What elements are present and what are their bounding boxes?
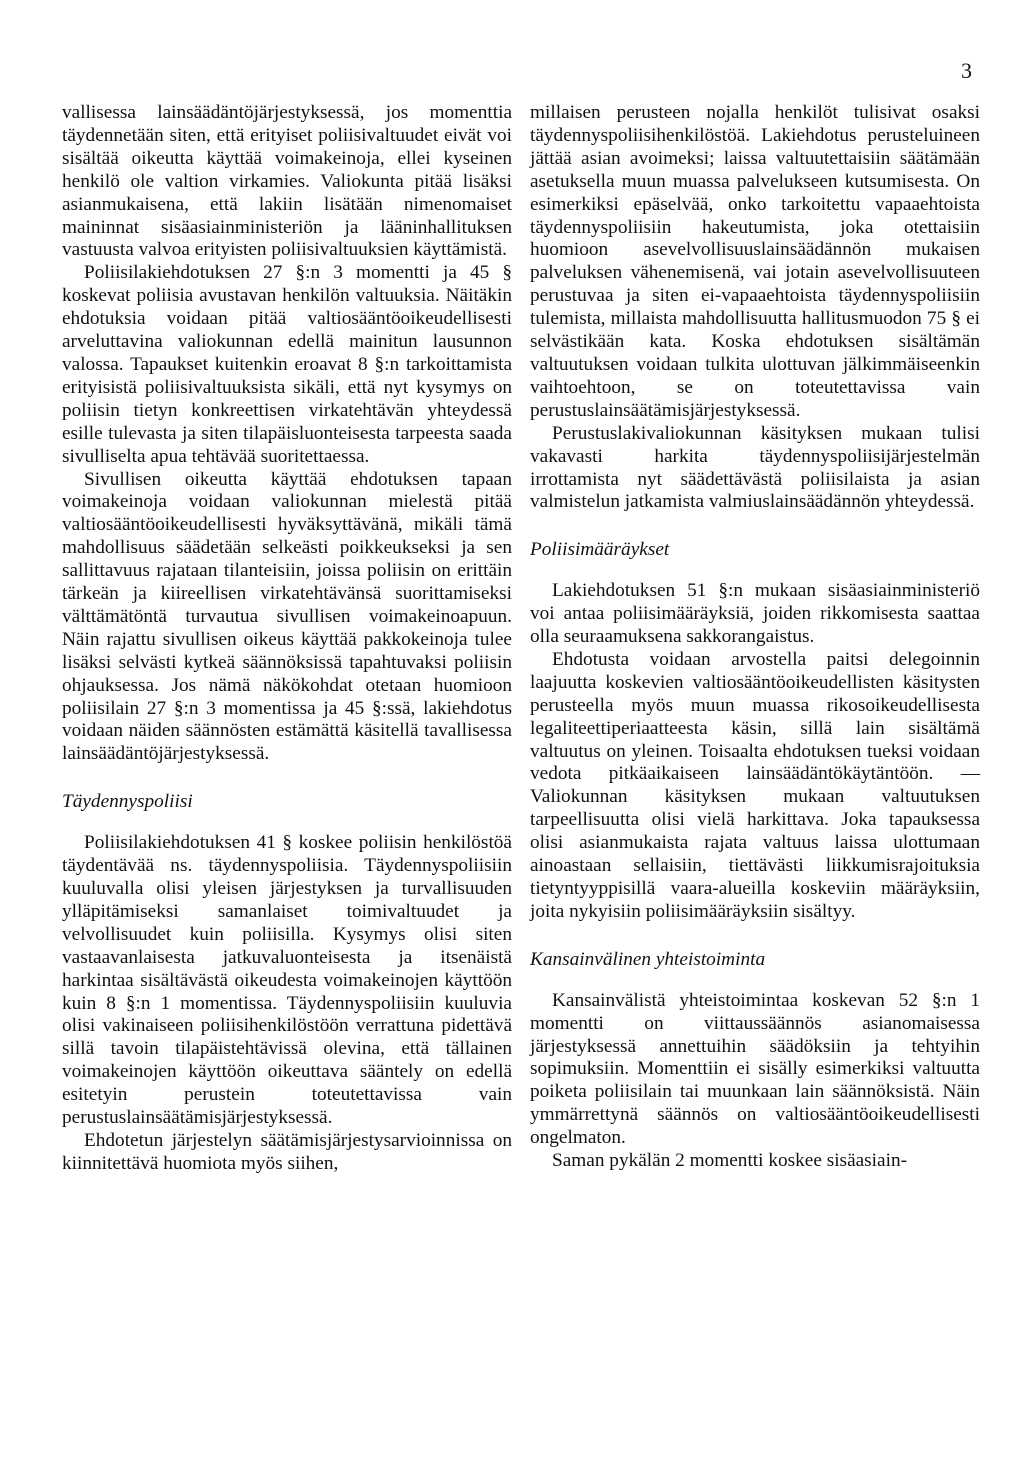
paragraph: Poliisilakiehdotuksen 41 § koskee poliisin henkilöstöä täydentävää ns. täydennyspoliisia. Täydennyspoliisiin kuuluvalla olisi yleisen järjestyksen ja turvallisuuden ylläpitämiseksi samanlaiset toimivaltuudet ja velvollisuudet kuin poliisilla. Kysymys olisi siten vastaavanlaisesta jatkuvaluonteisesta ja itsenäistä harkintaa sisältävästä oikeudesta voimakeinojen käyttöön kuin 8 §:n 1 momentissa. Täydennyspoliisiin kuuluvia olisi vakinaiseen poliisihenkilöstöön verrattuna pidettävä sillä tavoin tilapäistehtävissä olevina, että tällainen voimakeinojen käyttöön oikeuttava sääntely on edellä esitetyin perustein toteutettavissa vain perustuslainsäätämisjärjestyksessä.: [62, 832, 512, 1129]
paragraph: Ehdotetun järjestelyn säätämisjärjestysarvioinnissa on kiinnitettävä huomiota myös siihen,: [62, 1129, 512, 1174]
section-heading: Poliisimääräykset: [530, 539, 670, 561]
paragraph: Perustuslakivaliokunnan käsityksen mukaan tulisi vakavasti harkita täydennyspoliisijärjestelmän irrottamista nyt säädettävästä poliisilaista ja asian valmistelun jatkamista valmiuslainsäädännön yhteydessä.: [530, 422, 980, 513]
right-column: [530, 102, 980, 1173]
section-heading: Täydennyspoliisi: [62, 791, 193, 813]
paragraph: vallisessa lainsäädäntöjärjestyksessä, jos momenttia täydennetään siten, että erityiset poliisivaltuudet eivät voi sisältää oikeutta käyttää voimakeinoja, ellei kyseinen henkilö ole valtion virkamies. Valiokunta pitää lisäksi asianmukaisena, että lakiin lisätään nimenomaiset maininnat sisäasiainministeriön ja lääninhallituksen vastuusta valvoa erityisten poliisivaltuuksien käyttämistä.: [62, 102, 512, 261]
page-number: 3: [961, 58, 972, 83]
section-heading: Kansainvälinen yhteistoiminta: [530, 948, 766, 970]
paragraph: Poliisilakiehdotuksen 27 §:n 3 momentti ja 45 § koskevat poliisia avustavan henkilön valtuuksia. Näitäkin ehdotuksia voidaan pitää valtiosääntöoikeudellisesti arveluttavina valiokunnan edellä mainitun lausunnon valossa. Tapaukset kuitenkin eroavat 8 §:n tarkoittamista erityisistä poliisivaltuuksista sikäli, että nyt kysymys on poliisin tietyn konkreettisen virkatehtävän yhteydessä esille tulevasta ja siten tilapäisluonteisesta tarpeesta saada sivulliselta apua tehtävää suoritettaessa.: [62, 262, 512, 467]
paragraph: Lakiehdotuksen 51 §:n mukaan sisäasiainministeriö voi antaa poliisimääräyksiä, joiden rikkomisesta saattaa olla seuraamuksena sakkorangaistus.: [530, 580, 980, 648]
paragraph: millaisen perusteen nojalla henkilöt tulisivat osaksi täydennyspoliisihenkilöstöä. Lakiehdotus perusteluineen jättää asian avoimeksi; laissa valtuutettaisiin säätämään asetuksella muun muassa palvelukseen kutsumisesta. On esimerkiksi epäselvää, onko tarkoitettu vapaaehtoista täydennyspoliisiin hakeutumista, joka otettaisiin huomioon asevelvollisuuslainsäädännön mukaisen palveluksen vähenemisenä, vai jotain asevelvollisuuteen perustuvaa ja siten ei-vapaaehtoista täydennyspoliisiin tulemista, millaista mahdollisuutta hallitusmuodon 75 § ei selvästikään kata. Koska ehdotuksen sisältämän valtuutuksen voidaan tulkita ulottuvan jälkimmäiseenkin vaihtoehtoon, se on toteutettavissa vain perustuslainsäätämisjärjestyksessä.: [530, 102, 980, 421]
paragraph: Sivullisen oikeutta käyttää ehdotuksen tapaan voimakeinoja voidaan valiokunnan mielestä pitää valtiosääntöoikeudellisesti hyväksyttävänä, mikäli tämä mahdollisuus säädetään selkeästi poikkeukseksi ja sen sallittavuus rajataan tilanteisiin, joissa poliisin on erittäin tärkeän ja kiireellisen virkatehtävänsä suorittamiseksi välttämätöntä turvautua sivullisen voimakeinoapuun. Näin rajattu sivullisen oikeus käyttää pakkokeinoja tulee lisäksi selvästi kytkeä säännöksissä tapahtuvaksi poliisin ohjauksessa. Jos nämä näkökohdat otetaan huomioon poliisilain 27 §:n 3 momentissa ja 45 §:ssä, lakiehdotus voidaan näiden säännösten estämättä käsitellä tavallisessa lainsäädäntöjärjestyksessä.: [62, 468, 512, 765]
left-column: [62, 102, 512, 1176]
paragraph: Ehdotusta voidaan arvostella paitsi delegoinnin laajuutta koskevien valtiosääntöoikeudellisten käsitysten perusteella myös muun muassa rikosoikeudellisesta legaliteettiperiaatteesta käsin, sillä lain sisältämä valtuutus on yleinen. Toisaalta ehdotuksen tueksi voidaan vedota pitkäaikaiseen lainsäädäntökäytäntöön. — Valiokunnan käsityksen mukaan valtuutuksen tarpeellisuutta olisi vielä harkittava. Joka tapauksessa olisi asianmukaista rajata valtuus laissa ulottumaan ainoastaan sellaisiin, tiettävästi liikkumisrajoituksia tietyntyyppisillä vaara-alueilla koskeviin määräyksiin, joita nykyisiin poliisimääräyksiin sisältyy.: [530, 648, 980, 922]
paragraph: Saman pykälän 2 momentti koskee sisäasiain-: [552, 1150, 908, 1172]
paragraph: Kansainvälistä yhteistoimintaa koskevan 52 §:n 1 momentti on viittaussäännös asianomaisessa järjestyksessä annettuihin säädöksiin ja tehtyihin sopimuksiin. Momenttiin ei sisälly esimerkiksi valtuutta poiketa poliisilain tai muunkaan lain säännöksistä. Näin ymmärrettynä säännös on valtiosääntöoikeudellisesti ongelmaton.: [530, 989, 980, 1149]
